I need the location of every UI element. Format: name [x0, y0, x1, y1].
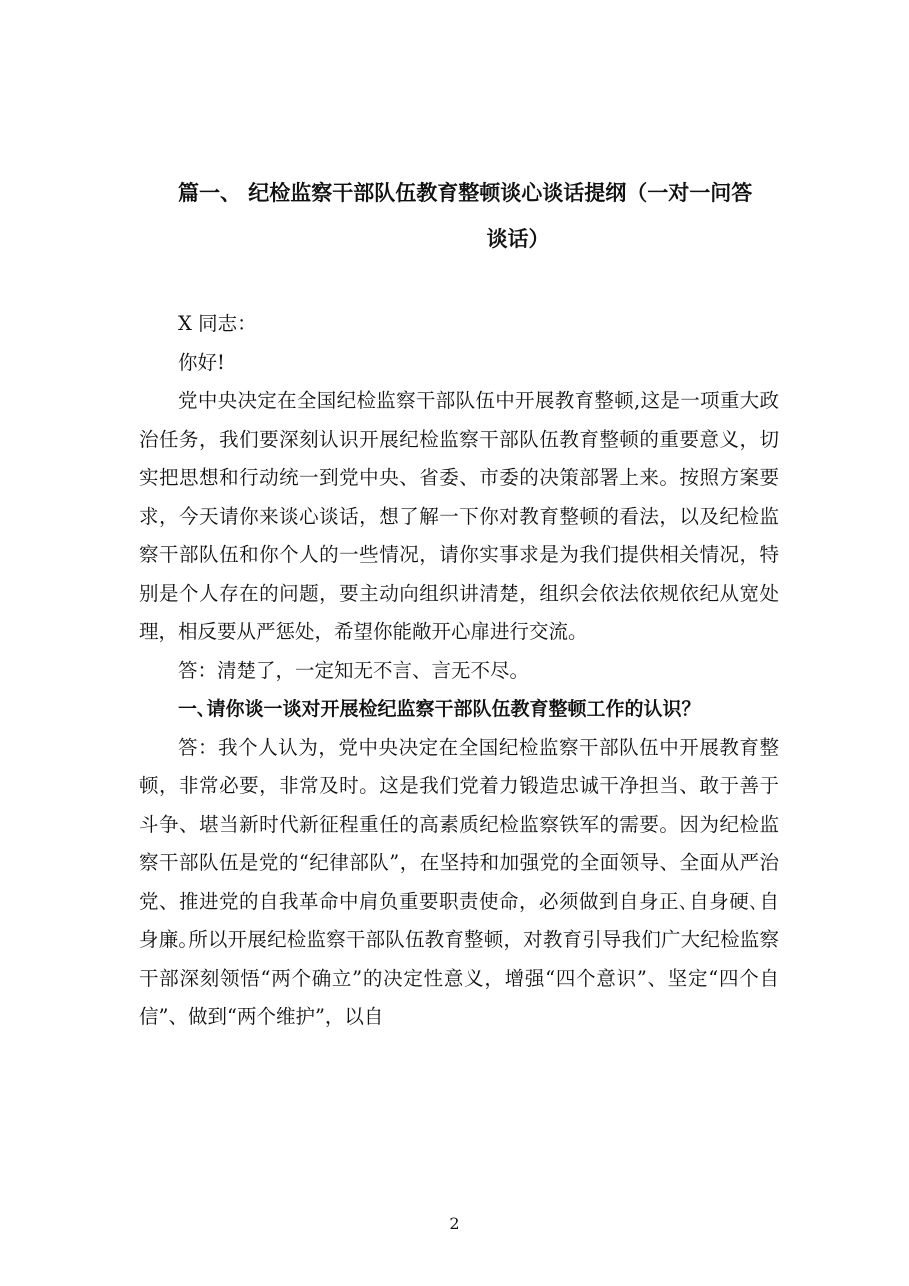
salutation: X 同志：: [178, 312, 257, 335]
document-body: [139, 305, 779, 1037]
question-heading-1: 一､请你谈一谈对开展检纪监察干部队伍教育整顿工作的认识？: [178, 698, 701, 720]
greeting: 你好!: [178, 350, 225, 374]
intro-paragraph: 党中央决定在全国纪检监察干部队伍中开展教育整顿,这是一项重大政治任务，我们要深刻认识开展纪检监察干部队伍教育整顿的重要意义，切实把思想和行动统一到党中央、省委、市委的决策部署上来。按照方案要求，今天请你来谈心谈话，想了解一下你对教育整顿的看法，以及纪检监察干部队伍和你个人的一些情况，请你实事求是为我们提供相关情况，特别是个人存在的问题，要主动向组织讲清楚，组织会依法依规依纪从宽处理，相反要从严惩处，希望你能敞开心扉进行交流。: [139, 389, 779, 643]
title-line-1: 篇一、 纪检监察干部队伍教育整顿谈心谈话提纲（一对一问答: [178, 181, 753, 205]
answer-paragraph-0: 答：清楚了，一定知无不言、言无不尽。: [178, 658, 530, 682]
title-line-2: 谈话）: [486, 227, 550, 251]
page-number: 2: [449, 1214, 460, 1233]
document-title: [178, 170, 788, 262]
answer-paragraph-1: 答：我个人认为，党中央决定在全国纪检监察干部队伍中开展教育整顿，非常必要，非常及时。这是我们党着力锻造忠诚干净担当、敢于善于斗争、堪当新时代新征程重任的高素质纪检监察铁军的需要。因为纪检监察干部队伍是党的“纪律部队”，在坚持和加强党的全面领导、全面从严治党、推进党的自我革命中肩负重要职责使命，必须做到自身正､自身硬､自身廉｡所以开展纪检监察干部队伍教育整顿，对教育引导我们广大纪检监察干部深刻领悟“两个确立”的决定性意义，增强“四个意识”、坚定“四个自信”、做到“两个维护”，以自: [139, 735, 779, 1028]
